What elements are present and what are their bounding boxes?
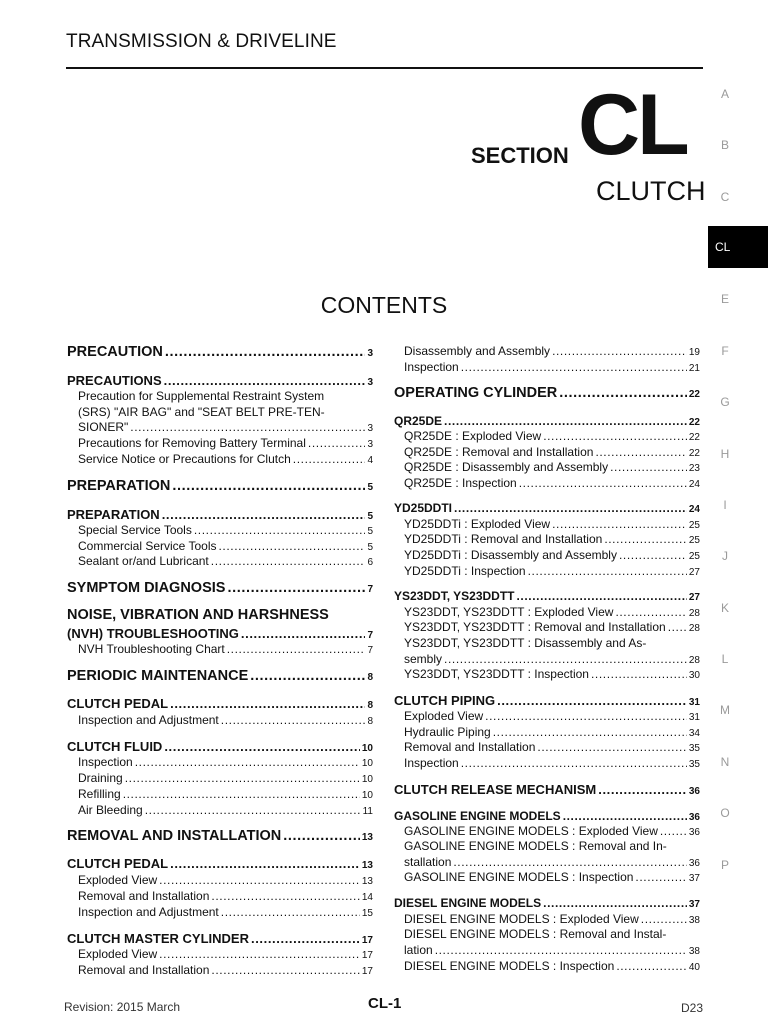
side-index-l[interactable]: L: [721, 652, 729, 666]
toc-entry[interactable]: DIESEL ENGINE MODELS ..... 37: [394, 896, 700, 910]
toc-entry[interactable]: (NVH) TROUBLESHOOTING ..... 7: [67, 626, 373, 641]
toc-entry[interactable]: YD25DDTI ..... 24: [394, 501, 700, 515]
toc-entry[interactable]: Hydraulic Piping ..... 34: [404, 725, 700, 739]
side-index-m[interactable]: M: [720, 703, 730, 717]
toc-entry[interactable]: Removal and Installation ..... 17: [78, 963, 373, 977]
toc-entry[interactable]: CLUTCH MASTER CYLINDER ..... 17: [67, 931, 373, 946]
section-word: SECTION: [471, 143, 569, 168]
toc-entry[interactable]: YD25DDTi : Disassembly and Assembly ..... 25: [404, 548, 700, 562]
toc-entry[interactable]: QR25DE : Removal and Installation ..... 22: [404, 445, 700, 459]
toc-entry[interactable]: lation ..... 38: [404, 943, 700, 957]
toc-entry-text: GASOLINE ENGINE MODELS : Removal and In-: [404, 839, 667, 853]
toc-entry[interactable]: Disassembly and Assembly ..... 19: [404, 344, 700, 358]
toc-entry-text: YS23DDT, YS23DDTT : Disassembly and As-: [404, 636, 647, 650]
side-index-a[interactable]: A: [720, 87, 729, 101]
side-index-g[interactable]: G: [720, 395, 730, 409]
toc-entry[interactable]: YS23DDT, YS23DDTT : Exploded View ..... 28: [404, 605, 700, 619]
toc-entry[interactable]: YS23DDT, YS23DDTT : Inspection ..... 30: [404, 667, 700, 681]
toc-entry-text: NOISE, VIBRATION AND HARSHNESS: [67, 607, 329, 623]
toc-entry[interactable]: REMOVAL AND INSTALLATION ..... 13: [67, 828, 373, 844]
toc-entry[interactable]: Removal and Installation ..... 14: [78, 889, 373, 903]
toc-entry[interactable]: CLUTCH FLUID ..... 10: [67, 739, 373, 754]
toc-entry[interactable]: Commercial Service Tools ..... 5: [78, 539, 373, 553]
toc-entry[interactable]: NVH Troubleshooting Chart ..... 7: [78, 642, 373, 656]
toc-entry[interactable]: CLUTCH PEDAL ..... 13: [67, 856, 373, 871]
toc-entry-text: Precaution for Supplemental Restraint System: [78, 389, 325, 403]
side-index-cl-active[interactable]: CL: [708, 226, 768, 268]
toc-entry[interactable]: OPERATING CYLINDER ..... 22: [394, 385, 700, 401]
toc-entry[interactable]: SIONER" ..... 3: [78, 420, 373, 434]
side-index-n[interactable]: N: [720, 755, 730, 769]
section-name: CLUTCH: [596, 176, 706, 206]
toc-entry[interactable]: PRECAUTIONS ..... 3: [67, 373, 373, 388]
toc-entry[interactable]: Inspection and Adjustment ..... 8: [78, 713, 373, 727]
side-index-c[interactable]: C: [720, 190, 730, 204]
toc-entry-text: DIESEL ENGINE MODELS : Removal and Instal-: [404, 927, 667, 941]
footer-page-number: CL-1: [368, 995, 402, 1012]
side-thumb-index: [708, 0, 768, 1024]
toc-entry[interactable]: Refilling ..... 10: [78, 787, 373, 801]
toc-entry[interactable]: QR25DE ..... 22: [394, 414, 700, 428]
section-code: CL: [578, 77, 687, 173]
side-index-e[interactable]: E: [720, 292, 729, 306]
toc-left-column: [67, 0, 373, 1024]
toc-entry[interactable]: Draining ..... 10: [78, 771, 373, 785]
toc-entry[interactable]: Air Bleeding ..... 11: [78, 803, 373, 817]
toc-entry[interactable]: Inspection ..... 35: [404, 756, 700, 770]
toc-entry[interactable]: YD25DDTi : Removal and Installation ..... 25: [404, 532, 700, 546]
toc-entry[interactable]: Removal and Installation ..... 35: [404, 740, 700, 754]
toc-entry[interactable]: DIESEL ENGINE MODELS : Exploded View ..... 38: [404, 912, 700, 926]
side-index-p[interactable]: P: [720, 858, 729, 872]
toc-entry[interactable]: Exploded View ..... 13: [78, 873, 373, 887]
side-index-h[interactable]: H: [720, 447, 730, 461]
toc-entry[interactable]: YS23DDT, YS23DDTT ..... 27: [394, 589, 700, 603]
toc-entry[interactable]: Inspection ..... 10: [78, 755, 373, 769]
toc-entry[interactable]: stallation ..... 36: [404, 855, 700, 869]
toc-entry[interactable]: Precautions for Removing Battery Terminal ..... 3: [78, 436, 373, 450]
toc-entry[interactable]: PREPARATION ..... 5: [67, 507, 373, 522]
toc-entry[interactable]: YS23DDT, YS23DDTT : Removal and Installation ..... 28: [404, 620, 700, 634]
toc-entry[interactable]: QR25DE : Disassembly and Assembly ..... 23: [404, 460, 700, 474]
side-index-b[interactable]: B: [720, 138, 729, 152]
side-index-k[interactable]: K: [720, 601, 729, 615]
toc-entry[interactable]: SYMPTOM DIAGNOSIS ..... 7: [67, 580, 373, 596]
running-header: TRANSMISSION & DRIVELINE: [66, 31, 337, 52]
toc-entry[interactable]: PERIODIC MAINTENANCE ..... 8: [67, 668, 373, 684]
toc-entry[interactable]: CLUTCH RELEASE MECHANISM ..... 36: [394, 782, 700, 797]
footer-revision: Revision: 2015 March: [64, 1000, 181, 1014]
side-index-j[interactable]: J: [722, 549, 728, 563]
toc-entry[interactable]: PREPARATION ..... 5: [67, 478, 373, 494]
toc-entry[interactable]: Exploded View ..... 17: [78, 947, 373, 961]
toc-entry[interactable]: Service Notice or Precautions for Clutch ..... 4: [78, 452, 373, 466]
toc-entry[interactable]: GASOLINE ENGINE MODELS : Inspection ..... 37: [404, 870, 700, 884]
toc-entry[interactable]: GASOLINE ENGINE MODELS : Exploded View ..... 36: [404, 824, 700, 838]
contents-title: CONTENTS: [320, 292, 448, 318]
toc-entry[interactable]: Exploded View ..... 31: [404, 709, 700, 723]
toc-entry[interactable]: DIESEL ENGINE MODELS : Inspection ..... 40: [404, 959, 700, 973]
side-index-o[interactable]: O: [720, 806, 730, 820]
toc-entry[interactable]: sembly ..... 28: [404, 652, 700, 666]
toc-entry[interactable]: QR25DE : Inspection ..... 24: [404, 476, 700, 490]
toc-entry[interactable]: CLUTCH PEDAL ..... 8: [67, 696, 373, 711]
toc-right-column: [394, 0, 700, 1024]
footer-model-code: D23: [681, 1001, 704, 1015]
toc-entry[interactable]: Sealant or/and Lubricant ..... 6: [78, 554, 373, 568]
toc-entry[interactable]: Inspection ..... 21: [404, 360, 700, 374]
toc-entry[interactable]: Special Service Tools ..... 5: [78, 523, 373, 537]
toc-entry[interactable]: GASOLINE ENGINE MODELS ..... 36: [394, 809, 700, 823]
toc-entry[interactable]: PRECAUTION ..... 3: [67, 344, 373, 360]
side-index-f[interactable]: F: [721, 344, 729, 358]
toc-entry-text: (SRS) "AIR BAG" and "SEAT BELT PRE-TEN-: [78, 405, 325, 419]
toc-entry[interactable]: CLUTCH PIPING ..... 31: [394, 693, 700, 708]
toc-entry[interactable]: YD25DDTi : Exploded View ..... 25: [404, 517, 700, 531]
toc-entry[interactable]: Inspection and Adjustment ..... 15: [78, 905, 373, 919]
side-index-i[interactable]: I: [723, 498, 727, 512]
toc-entry[interactable]: YD25DDTi : Inspection ..... 27: [404, 564, 700, 578]
toc-entry[interactable]: QR25DE : Exploded View ..... 22: [404, 429, 700, 443]
